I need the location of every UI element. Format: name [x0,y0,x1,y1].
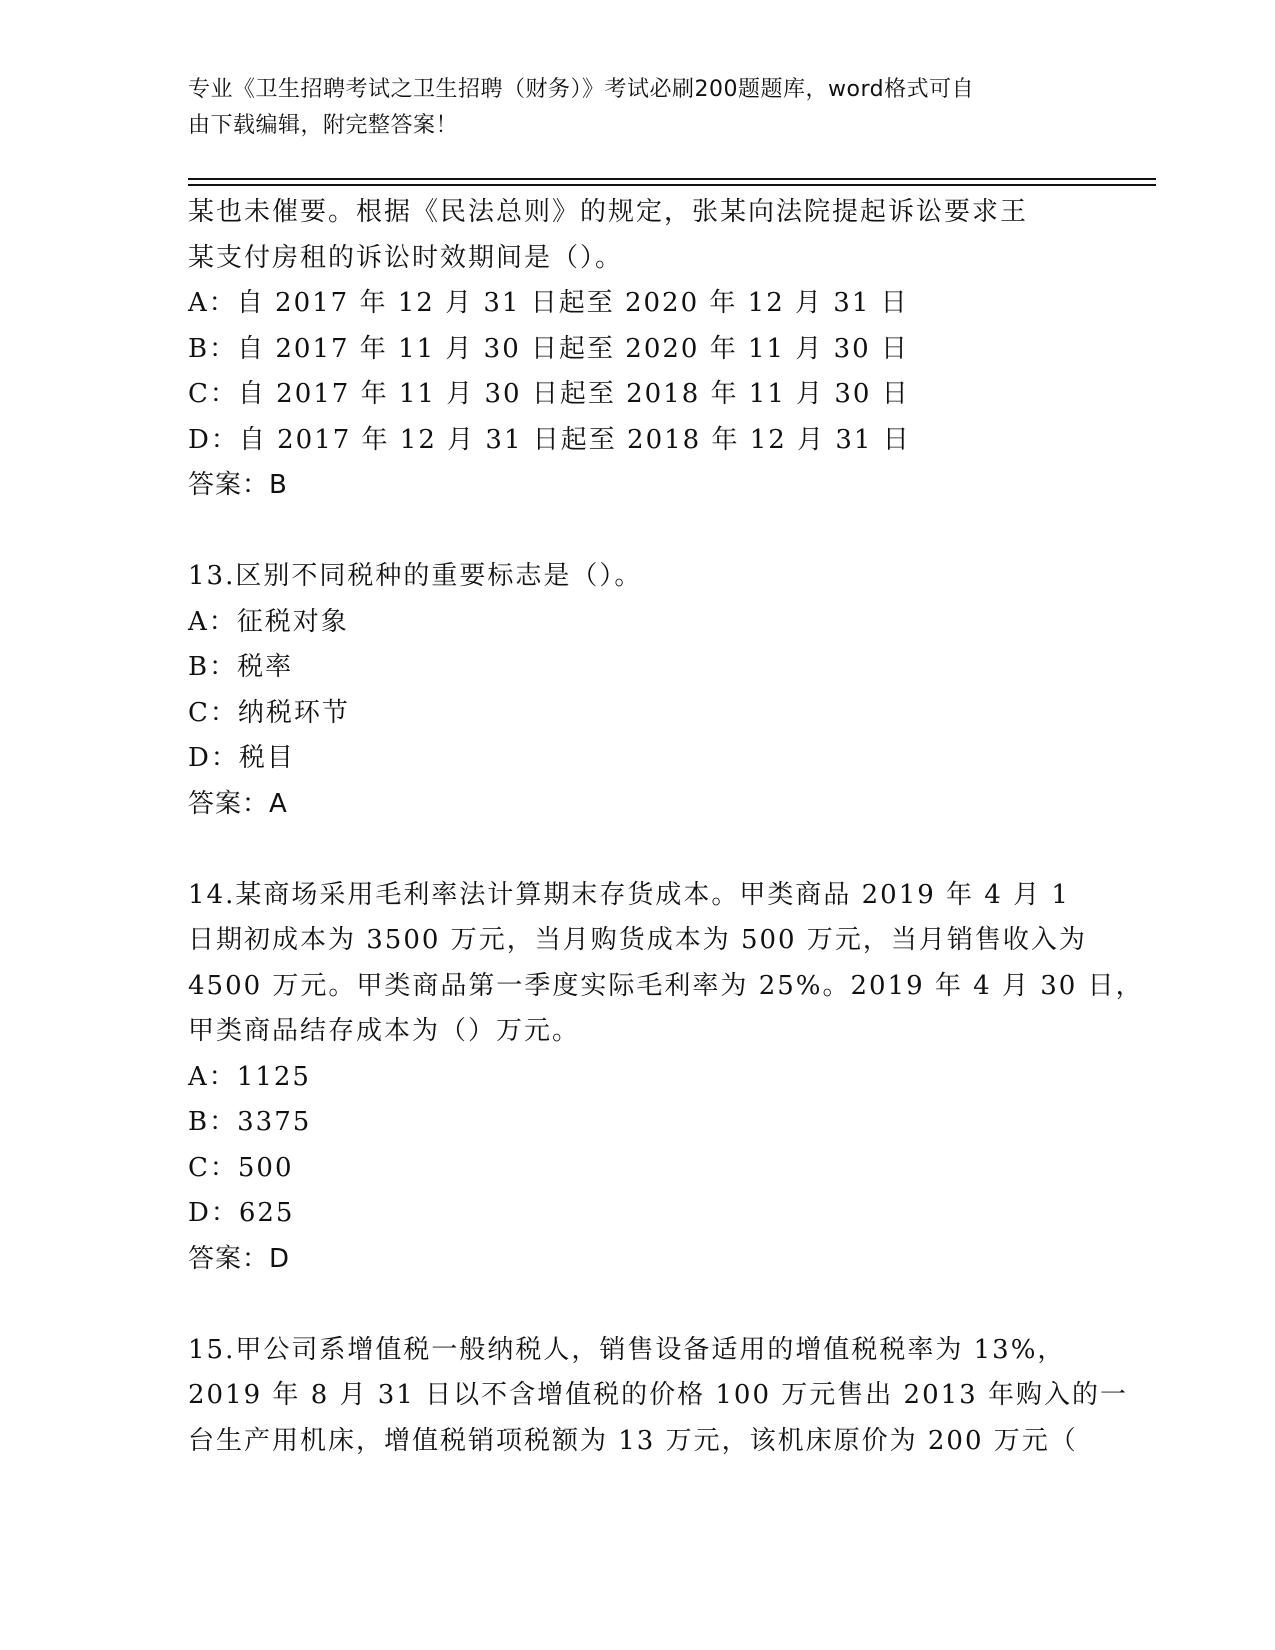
question-stem-line: 15.甲公司系增值税一般纳税人，销售设备适用的增值税税率为 13%， [188,1334,1066,1365]
question-14 [188,873,1144,1283]
option-a: A：征税对象 [188,606,349,637]
document-header [188,72,1088,144]
question-12 [188,190,1088,509]
question-stem-line: 某也未催要。根据《民法总则》的规定，张某向法院提起诉讼要求王 [188,197,1029,227]
option-a: A：1125 [188,1061,311,1092]
answer-line: 答案：B [188,470,288,500]
option-d: D：自 2017 年 12 月 31 日起至 2018 年 12 月 31 日 [188,424,911,455]
question-stem-line: 13.区别不同税种的重要标志是（）。 [188,561,643,591]
option-b: B：自 2017 年 11 月 30 日起至 2020 年 11 月 30 日 [188,333,909,364]
question-13 [188,554,1088,827]
question-spacer [188,509,1088,555]
header-line-2: 由下载编辑，附完整答案！ [188,113,459,138]
question-stem-line: 14.某商场采用毛利率法计算期末存货成本。甲类商品 2019 年 4 月 1 [188,879,1070,910]
answer-line: 答案：A [188,788,288,819]
option-c: C：500 [188,1152,294,1183]
question-stem-line: 4500 万元。甲类商品第一季度实际毛利率为 25%。2019 年 4 月 30 日， [188,970,1144,1001]
header-line-1: 专业《卫生招聘考试之卫生招聘（财务）》考试必刷200题题库，word格式可自 [188,77,975,102]
question-spacer [188,827,1088,873]
header-divider-bottom [188,184,1156,186]
option-d: D：625 [188,1198,295,1228]
header-divider-top [188,178,1156,180]
question-stem-line: 2019 年 8 月 31 日以不含增值税的价格 100 万元售出 2013 年购入的一 [188,1380,1128,1410]
question-stem-line: 日期初成本为 3500 万元，当月购货成本为 500 万元，当月销售收入为 [188,925,1087,955]
question-stem-line: 某支付房租的诉讼时效期间是（）。 [188,242,624,273]
option-a: A：自 2017 年 12 月 31 日起至 2020 年 12 月 31 日 [188,288,909,318]
answer-line: 答案：D [188,1243,291,1274]
option-c: C：自 2017 年 11 月 30 日起至 2018 年 11 月 30 日 [188,379,910,409]
option-b: B：税率 [188,652,294,682]
option-c: C：纳税环节 [188,697,350,728]
question-stem-line: 台生产用机床，增值税销项税额为 13 万元，该机床原价为 200 万元（ [188,1425,1078,1456]
option-b: B：3375 [188,1107,312,1137]
question-stem-line: 甲类商品结存成本为（）万元。 [188,1016,581,1046]
question-15 [188,1328,1128,1465]
question-content [188,190,1144,1464]
option-d: D：税目 [188,743,295,773]
question-spacer [188,1282,1088,1328]
